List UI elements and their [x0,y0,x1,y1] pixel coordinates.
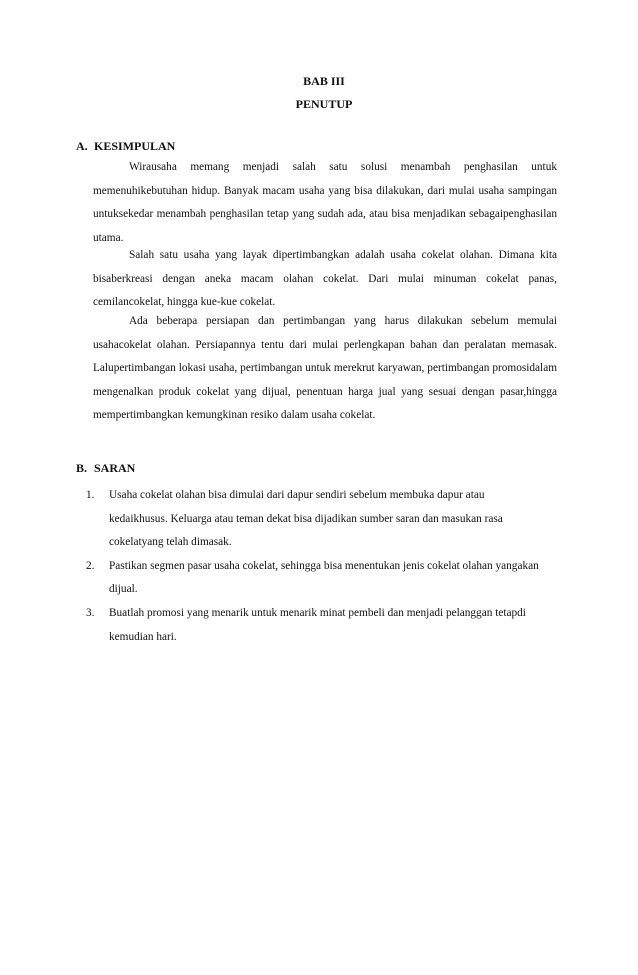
paragraph: Salah satu usaha yang layak dipertimbangkan adalah usaha cokelat olahan. Dimana kita bisaberkreasi dengan aneka macam olahan cokelat. Dari mulai minuman cokelat panas, cemilancokelat, hingga kue-kue cokelat. [93,249,557,309]
section-letter: B. [76,461,88,475]
section-heading-saran [76,461,135,475]
chapter-title: PENUTUP [295,97,353,111]
section-title: KESIMPULAN [94,139,176,153]
paragraph: Wirausaha memang menjadi salah satu solusi menambah penghasilan untuk memenuhikebutuhan hidup. Banyak macam usaha yang bisa dilakukan, dari mulai usaha sampingan untuksekedar menambah penghasilan tetap yang sudah ada, atau bisa menjadikan sebagaipenghasilan utama. [93,161,557,244]
list-item [84,484,560,555]
section-heading-kesimpulan [76,139,175,153]
list-number: 3. [86,606,95,619]
list-text: Usaha cokelat olahan bisa dimulai dari dapur sendiri sebelum membuka dapur atau kedaikhusus. Keluarga atau teman dekat bisa dijadikan sumber saran dan masukan rasa cokelatyang telah dimasak. [109,489,503,549]
section-title: SARAN [94,461,136,475]
list-item [84,555,560,602]
list-number: 1. [86,489,95,501]
list-item [84,602,560,649]
paragraph: Ada beberapa persiapan dan pertimbangan yang harus dilakukan sebelum memulai usahacokelat olahan. Persiapannya tentu dari mulai perlengkapan bahan dan peralatan memasak. Lalupertimbangan lokasi usaha, pertimbangan untuk merekrut karyawan, pertimbangan promosidalam mengenalkan produk cokelat yang dijual, penentuan harga jual yang sesuai dengan pasar,hingga mempertimbangkan kemungkinan resiko dalam usaha cokelat. [93,315,557,422]
list-text: Buatlah promosi yang menarik untuk menarik minat pembeli dan menjadi pelanggan tetapdi kemudian hari. [109,606,526,643]
chapter-number: BAB III [303,74,345,88]
list-number: 2. [86,559,95,572]
saran-list [84,484,560,649]
section-letter: A. [76,139,88,153]
list-text: Pastikan segmen pasar usaha cokelat, sehingga bisa menentukan jenis cokelat olahan yangakan dijual. [109,559,539,596]
